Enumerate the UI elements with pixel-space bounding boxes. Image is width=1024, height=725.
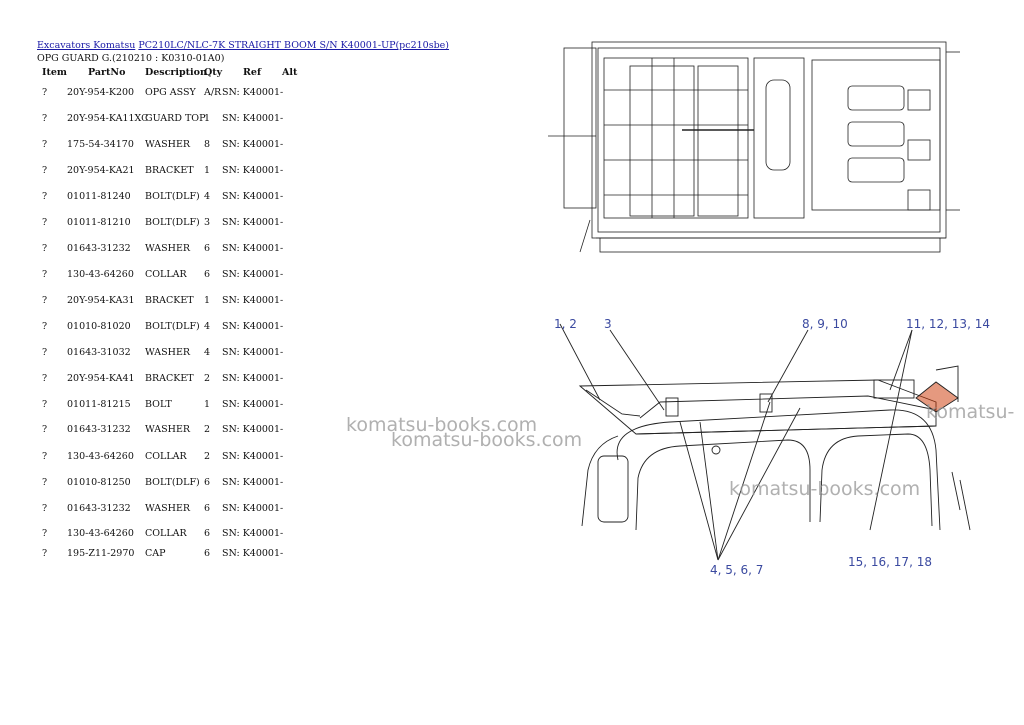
cell-description: BOLT(DLF)	[145, 191, 200, 202]
cell-description: WASHER	[145, 503, 191, 514]
parts-diagram-drawing	[540, 30, 1024, 590]
cell-description: BOLT(DLF)	[145, 321, 200, 332]
cell-description: CAP	[145, 548, 166, 559]
cell-qty: 1	[204, 165, 211, 176]
cell-qty: 1	[204, 399, 211, 410]
cell-ref: SN: K40001-	[222, 451, 284, 462]
cell-ref: SN: K40001-	[222, 191, 284, 202]
cell-ref: SN: K40001-	[222, 269, 284, 280]
cell-partno: 175-54-34170	[67, 139, 134, 150]
callout-8-10: 8, 9, 10	[802, 317, 848, 331]
cell-partno: 01643-31232	[67, 503, 131, 514]
cell-partno: 130-43-64260	[67, 451, 134, 462]
watermark: komatsu-books.com	[346, 414, 538, 436]
callout-4-7: 4, 5, 6, 7	[710, 563, 764, 577]
cell-ref: SN: K40001-	[222, 347, 284, 358]
cell-partno: 01643-31032	[67, 347, 131, 358]
cell-item: ?	[42, 424, 48, 435]
cell-qty: 2	[204, 424, 211, 435]
cell-description: BOLT	[145, 399, 172, 410]
cell-description: GUARD TOP	[145, 113, 206, 124]
cell-ref: SN: K40001-	[222, 399, 284, 410]
cell-qty: 6	[204, 243, 211, 254]
cell-qty: 4	[204, 347, 211, 358]
cell-item: ?	[42, 139, 48, 150]
cell-partno: 01643-31232	[67, 243, 131, 254]
cell-description: BRACKET	[145, 373, 194, 384]
header-alt: Alt	[282, 67, 298, 78]
cell-description: COLLAR	[145, 528, 187, 539]
cell-partno: 130-43-64260	[67, 269, 134, 280]
cell-partno: 01011-81240	[67, 191, 131, 202]
cell-item: ?	[42, 295, 48, 306]
cell-description: WASHER	[145, 347, 191, 358]
cell-qty: 3	[204, 217, 211, 228]
callout-15-18: 15, 16, 17, 18	[848, 555, 932, 569]
cell-partno: 20Y-954-KA41	[67, 373, 135, 384]
header-item: Item	[42, 67, 67, 78]
cell-qty: 4	[204, 321, 211, 332]
cell-ref: SN: K40001-	[222, 87, 284, 98]
cell-item: ?	[42, 373, 48, 384]
cell-qty: 6	[204, 477, 211, 488]
watermark: komatsu-books.com	[729, 478, 921, 500]
cell-qty: 6	[204, 269, 211, 280]
cell-qty: 8	[204, 139, 211, 150]
cell-description: BOLT(DLF)	[145, 477, 200, 488]
cell-ref: SN: K40001-	[222, 321, 284, 332]
cell-description: COLLAR	[145, 451, 187, 462]
cell-qty: 6	[204, 528, 211, 539]
cell-qty: 6	[204, 548, 211, 559]
cell-description: BOLT(DLF)	[145, 217, 200, 228]
cell-partno: 20Y-954-KA31	[67, 295, 135, 306]
cell-item: ?	[42, 347, 48, 358]
cell-ref: SN: K40001-	[222, 139, 284, 150]
cell-ref: SN: K40001-	[222, 165, 284, 176]
cell-partno: 01010-81250	[67, 477, 131, 488]
cell-partno: 01010-81020	[67, 321, 131, 332]
page-subtitle: OPG GUARD G.(210210 : K0310-01A0)	[37, 53, 225, 64]
breadcrumb	[37, 40, 449, 51]
watermark: komatsu-books.com	[391, 429, 583, 451]
cell-item: ?	[42, 321, 48, 332]
cell-item: ?	[42, 165, 48, 176]
cell-partno: 01643-31232	[67, 424, 131, 435]
cell-ref: SN: K40001-	[222, 528, 284, 539]
cell-description: COLLAR	[145, 269, 187, 280]
cell-qty: 6	[204, 503, 211, 514]
cell-ref: SN: K40001-	[222, 243, 284, 254]
cell-ref: SN: K40001-	[222, 548, 284, 559]
cell-ref: SN: K40001-	[222, 113, 284, 124]
cell-description: WASHER	[145, 139, 191, 150]
cell-item: ?	[42, 451, 48, 462]
cell-item: ?	[42, 243, 48, 254]
cell-item: ?	[42, 113, 48, 124]
header-qty: Qty	[204, 67, 223, 78]
parts-diagram	[540, 30, 1024, 590]
cell-partno: 195-Z11-2970	[67, 548, 135, 559]
cell-qty: 1	[204, 295, 211, 306]
cell-partno: 20Y-954-KA11XC	[67, 113, 149, 124]
cell-ref: SN: K40001-	[222, 424, 284, 435]
header-partno: PartNo	[88, 67, 126, 78]
breadcrumb-link-excavators[interactable]: Excavators Komatsu	[37, 40, 136, 51]
callout-1-2: 1, 2	[554, 317, 577, 331]
cell-item: ?	[42, 87, 48, 98]
cell-description: BRACKET	[145, 165, 194, 176]
cell-description: WASHER	[145, 424, 191, 435]
cell-qty: 2	[204, 373, 211, 384]
cell-item: ?	[42, 548, 48, 559]
cell-item: ?	[42, 269, 48, 280]
header-ref: Ref	[243, 67, 262, 78]
cell-ref: SN: K40001-	[222, 217, 284, 228]
breadcrumb-link-model[interactable]: PC210LC/NLC-7K STRAIGHT BOOM S/N K40001-UP(pc210sbe)	[138, 40, 450, 51]
cell-ref: SN: K40001-	[222, 503, 284, 514]
cell-description: BRACKET	[145, 295, 194, 306]
callout-11-14: 11, 12, 13, 14	[906, 317, 990, 331]
cell-ref: SN: K40001-	[222, 477, 284, 488]
cell-partno: 01011-81215	[67, 399, 131, 410]
header-description: Description	[145, 67, 207, 78]
cell-qty: 4	[204, 191, 211, 202]
cell-description: OPG ASSY	[145, 87, 196, 98]
guard-top-view	[548, 42, 960, 252]
callout-3: 3	[604, 317, 612, 331]
cell-ref: SN: K40001-	[222, 373, 284, 384]
cell-partno: 20Y-954-KA21	[67, 165, 135, 176]
cell-qty: 2	[204, 451, 211, 462]
watermark: komatsu-	[926, 401, 1015, 423]
cell-item: ?	[42, 503, 48, 514]
cell-description: WASHER	[145, 243, 191, 254]
cell-partno: 01011-81210	[67, 217, 131, 228]
cell-item: ?	[42, 528, 48, 539]
cell-item: ?	[42, 191, 48, 202]
cell-item: ?	[42, 217, 48, 228]
cell-qty: A/R	[204, 87, 222, 98]
cell-item: ?	[42, 477, 48, 488]
guard-perspective-view	[560, 324, 970, 560]
cell-qty: 1	[204, 113, 211, 124]
cell-item: ?	[42, 399, 48, 410]
cell-ref: SN: K40001-	[222, 295, 284, 306]
cell-partno: 20Y-954-K200	[67, 87, 135, 98]
cell-partno: 130-43-64260	[67, 528, 134, 539]
